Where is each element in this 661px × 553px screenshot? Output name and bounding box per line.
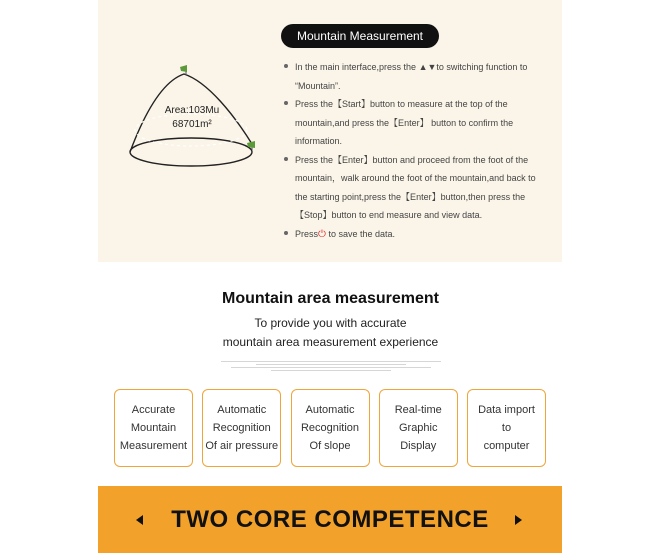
feature-card: Automatic Recognition Of slope xyxy=(291,389,370,467)
feature-card: Real-time Graphic Display xyxy=(379,389,458,467)
area-m2: 68701m² xyxy=(172,119,212,130)
press-label: Press xyxy=(295,228,319,239)
feature-card: Accurate Mountain Measurement xyxy=(114,389,193,467)
instruction-list xyxy=(283,58,545,244)
instruction-item: In the main interface,press the ▲▼to switching function to “Mountain”. xyxy=(283,58,545,95)
subheading-line: To provide you with accurate xyxy=(254,316,407,330)
feature-card: Automatic Recognition Of air pressure xyxy=(202,389,281,467)
instruction-item: Press the【Start】button to measure at the top of the mountain,and press the【Enter】 button to confirm the information. xyxy=(283,95,545,151)
competence-banner xyxy=(98,486,562,553)
power-icon: ⏻ xyxy=(318,228,326,240)
mountain-base xyxy=(130,138,252,166)
feature-card: Data import to computer xyxy=(467,389,546,467)
instruction-item xyxy=(283,225,545,245)
triangle-right-icon xyxy=(515,515,522,525)
area-readout xyxy=(150,104,234,132)
subheading-line: mountain area measurement experience xyxy=(222,335,439,349)
decorative-rule xyxy=(0,361,661,373)
instruction-item: Press the【Enter】button and proceed from the foot of the mountain，walk around the foot of the mountain,and back to the starting point,press the【Enter】button,then press the【Stop】button to end measure and view data. xyxy=(283,151,545,225)
section-heading: Mountain area measurement xyxy=(222,290,439,307)
banner-title: TWO CORE COMPETENCE xyxy=(171,506,489,533)
feature-list xyxy=(114,389,546,467)
panel-title: Mountain Measurement xyxy=(281,24,439,48)
section-subheading xyxy=(0,314,661,352)
area-mu: Area:103Mu xyxy=(164,105,220,116)
instruction-text: to save the data. xyxy=(328,228,395,239)
